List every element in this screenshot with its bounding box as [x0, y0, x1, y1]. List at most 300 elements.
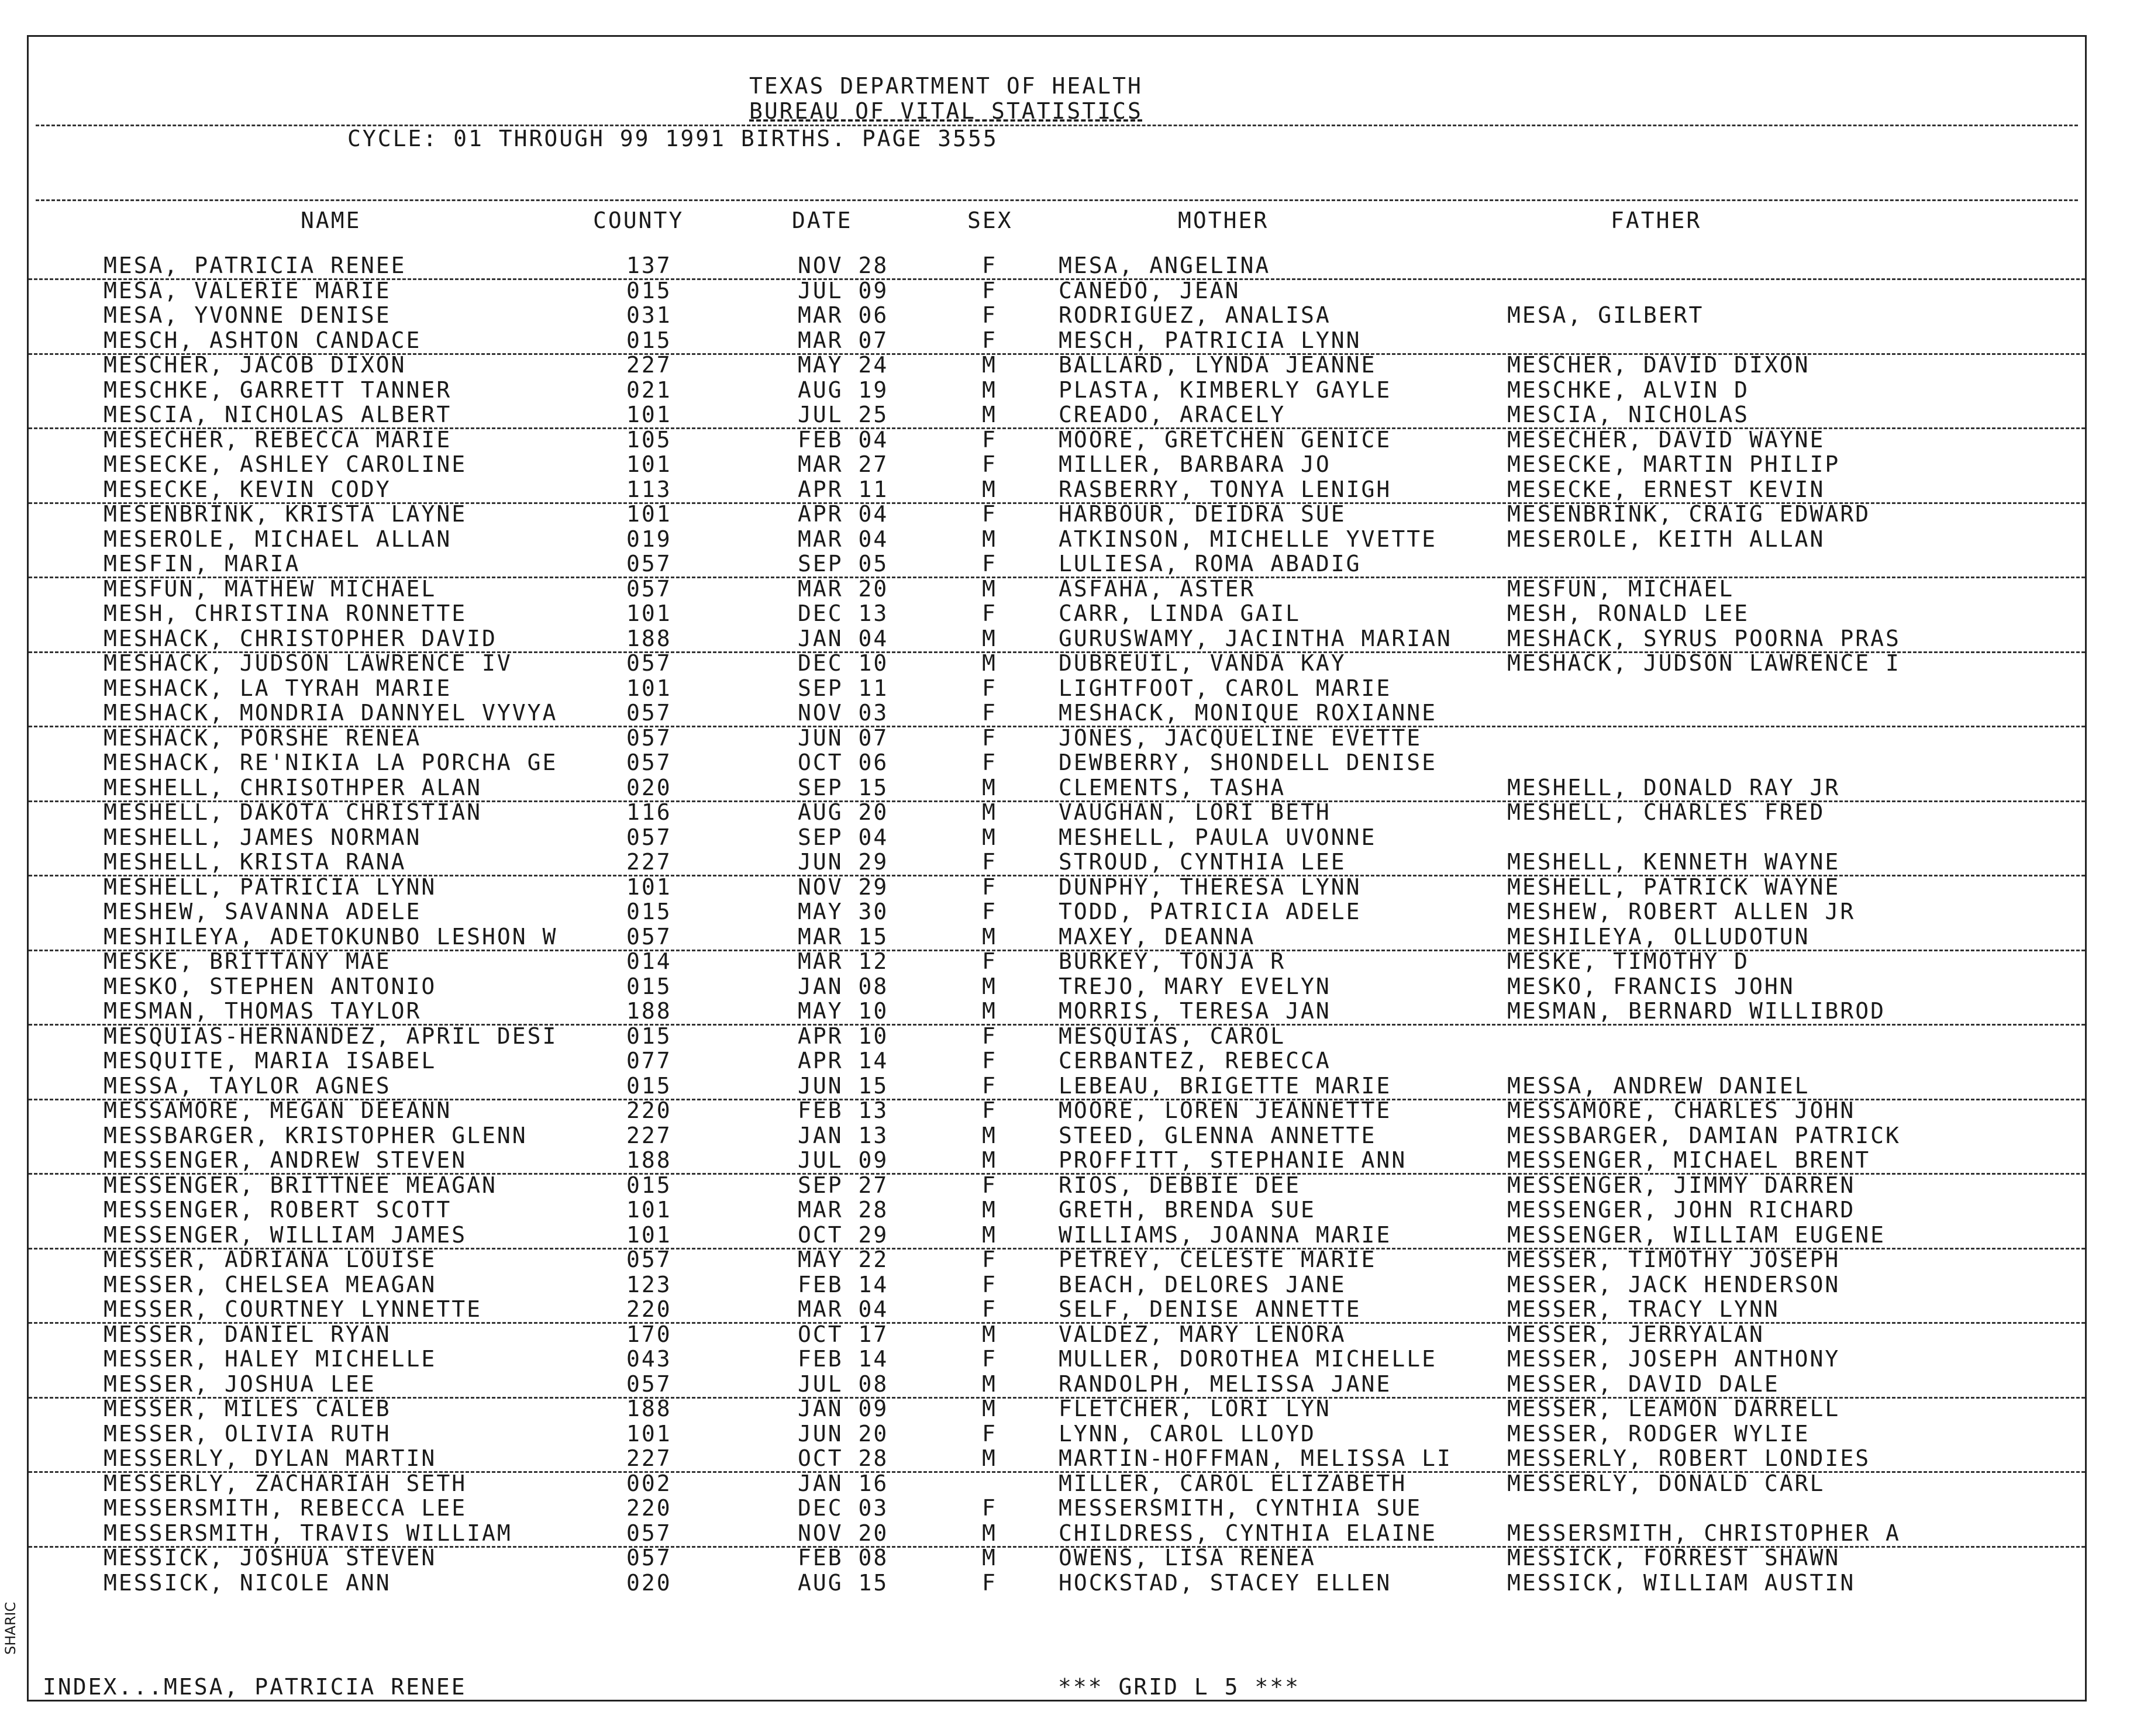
grid-label: *** GRID L 5 *** [1058, 1674, 1301, 1700]
cell-father: MESSAMORE, CHARLES JOHN [1507, 1097, 1856, 1123]
cell-mother: DEWBERRY, SHONDELL DENISE [1059, 750, 1437, 775]
cell-mother: HOCKSTAD, STACEY ELLEN [1059, 1569, 1392, 1596]
header-line1: TEXAS DEPARTMENT OF HEALTH [749, 73, 1143, 99]
cell-county: 015 [626, 1172, 672, 1198]
cell-mother: MESHELL, PAULA UVONNE [1059, 824, 1377, 850]
cell-name: MESHACK, CHRISTOPHER DAVID [104, 625, 497, 651]
cell-father: MESECHER, DAVID WAYNE [1507, 426, 1825, 453]
column-header-divider [36, 199, 2078, 201]
table-row [29, 775, 2085, 802]
cell-sex: M [982, 526, 997, 552]
cell-sex: F [982, 327, 997, 353]
cell-county: 057 [626, 824, 672, 850]
cycle-line: CYCLE: 01 THROUGH 99 1991 BIRTHS. PAGE 3555 [347, 126, 998, 151]
cell-name: MESSERSMITH, TRAVIS WILLIAM [104, 1520, 512, 1546]
cell-date: MAR 28 [798, 1197, 889, 1223]
cell-mother: MILLER, BARBARA JO [1059, 451, 1331, 477]
cell-county: 101 [626, 1420, 672, 1447]
cell-sex: F [982, 700, 997, 726]
table-row [29, 1223, 2085, 1250]
cell-county: 019 [626, 526, 672, 552]
cell-date: SEP 04 [798, 824, 889, 850]
document-frame [27, 35, 2087, 1702]
cell-date: JUN 07 [798, 724, 889, 751]
table-row [29, 1074, 2085, 1100]
cell-father: MESSA, ANDREW DANIEL [1507, 1072, 1810, 1099]
cell-father: MESSICK, WILLIAM AUSTIN [1507, 1569, 1856, 1596]
table-row [29, 1148, 2085, 1175]
cell-sex: M [982, 1197, 997, 1223]
cell-name: MESCIA, NICHOLAS ALBERT [104, 402, 452, 427]
table-row [29, 452, 2085, 477]
table-row [29, 1297, 2085, 1324]
cell-county: 105 [626, 426, 672, 453]
cell-father: MESKO, FRANCIS JOHN [1507, 973, 1795, 999]
table-row [29, 676, 2085, 701]
cell-mother: RODRIGUEZ, ANALISA [1059, 302, 1331, 328]
cell-father: MESCIA, NICHOLAS [1507, 402, 1750, 427]
cell-name: MESSERSMITH, REBECCA LEE [104, 1495, 467, 1521]
cell-county: 014 [626, 948, 672, 974]
cell-county: 113 [626, 476, 672, 502]
cell-name: MESSER, HALEY MICHELLE [104, 1346, 437, 1372]
cell-sex: F [982, 1420, 997, 1447]
cell-name: MESA, YVONNE DENISE [104, 302, 391, 328]
cell-date: JUN 15 [798, 1072, 889, 1099]
cell-mother: MOORE, GRETCHEN GENICE [1059, 426, 1392, 453]
table-row [29, 601, 2085, 626]
cell-sex: F [982, 277, 997, 303]
cell-county: 021 [626, 377, 672, 403]
table-row [29, 1347, 2085, 1372]
cell-mother: STEED, GLENNA ANNETTE [1059, 1122, 1377, 1148]
table-row [29, 1571, 2085, 1596]
cell-mother: MESQUIAS, CAROL [1059, 1023, 1286, 1049]
cell-sex: M [982, 1122, 997, 1148]
cell-father: MESHEW, ROBERT ALLEN JR [1507, 899, 1856, 924]
cell-county: 220 [626, 1495, 672, 1521]
cell-county: 116 [626, 799, 672, 825]
cell-date: FEB 14 [798, 1346, 889, 1372]
cell-father: MESMAN, BERNARD WILLIBROD [1507, 998, 1886, 1024]
cell-father: MESSERLY, DONALD CARL [1507, 1470, 1825, 1496]
cell-county: 057 [626, 750, 672, 775]
cell-name: MESHACK, LA TYRAH MARIE [104, 675, 452, 701]
table-row [29, 402, 2085, 429]
cell-name: MESA, PATRICIA RENEE [104, 253, 406, 278]
cell-sex: M [982, 575, 997, 602]
cell-name: MESMAN, THOMAS TAYLOR [104, 998, 422, 1024]
cell-name: MESHACK, JUDSON LAWRENCE IV [104, 650, 512, 676]
cell-sex: F [982, 750, 997, 775]
cell-sex: F [982, 1247, 997, 1272]
cell-name: MESSENGER, BRITTNEE MEAGAN [104, 1172, 497, 1198]
cell-mother: PROFFITT, STEPHANIE ANN [1059, 1147, 1407, 1173]
cell-mother: DUBREUIL, VANDA KAY [1059, 650, 1346, 676]
table-row [29, 1322, 2085, 1347]
cell-name: MESFIN, MARIA [104, 551, 301, 577]
side-label: SHARIC [2, 1602, 19, 1655]
cell-date: MAR 04 [798, 1296, 889, 1322]
cell-sex: F [982, 451, 997, 477]
cell-name: MESSERLY, DYLAN MARTIN [104, 1445, 437, 1471]
cell-sex: F [982, 302, 997, 328]
cell-date: JUL 09 [798, 1147, 889, 1173]
table-row [29, 1272, 2085, 1297]
cell-mother: HARBOUR, DEIDRA SUE [1059, 501, 1346, 527]
cell-date: AUG 20 [798, 799, 889, 825]
cell-sex: F [982, 1495, 997, 1521]
cell-mother: BALLARD, LYNDA JEANNE [1059, 352, 1377, 378]
cell-date: DEC 13 [798, 600, 889, 626]
cell-name: MESSER, CHELSEA MEAGAN [104, 1271, 437, 1297]
cell-father: MESHILEYA, OLLUDOTUN [1507, 923, 1810, 950]
cell-father: MESFUN, MICHAEL [1507, 575, 1735, 602]
cell-name: MESSER, COURTNEY LYNNETTE [104, 1296, 482, 1322]
cell-name: MESQUIAS-HERNANDEZ, APRIL DESI [104, 1023, 558, 1049]
cell-sex: F [982, 551, 997, 577]
cell-county: 015 [626, 1072, 672, 1099]
cell-sex: M [982, 973, 997, 999]
cell-sex: F [982, 1097, 997, 1123]
cell-sex: M [982, 402, 997, 427]
cell-name: MESHACK, PORSHE RENEA [104, 724, 422, 751]
cell-county: 077 [626, 1048, 672, 1074]
cell-name: MESKO, STEPHEN ANTONIO [104, 973, 437, 999]
cell-sex: M [982, 1321, 997, 1347]
cell-father: MESSER, TRACY LYNN [1507, 1296, 1780, 1322]
table-row [29, 850, 2085, 876]
cell-name: MESQUITE, MARIA ISABEL [104, 1048, 437, 1074]
table-row [29, 1123, 2085, 1148]
cell-sex: M [982, 998, 997, 1024]
cell-county: 057 [626, 650, 672, 676]
cell-father: MESSER, DAVID DALE [1507, 1371, 1780, 1397]
cell-name: MESHELL, CHRISOTHPER ALAN [104, 774, 482, 800]
cell-date: APR 04 [798, 501, 889, 527]
table-row [29, 1197, 2085, 1223]
table-row [29, 1098, 2085, 1123]
cell-sex: F [982, 849, 997, 875]
table-row [29, 875, 2085, 900]
cell-county: 188 [626, 998, 672, 1024]
cell-county: 220 [626, 1296, 672, 1322]
cell-mother: MULLER, DOROTHEA MICHELLE [1059, 1346, 1437, 1372]
table-row [29, 651, 2085, 676]
cell-date: NOV 28 [798, 253, 889, 278]
cell-sex: F [982, 1072, 997, 1099]
cell-date: MAR 27 [798, 451, 889, 477]
cell-father: MESSENGER, JIMMY DARREN [1507, 1172, 1856, 1198]
cell-name: MESHACK, RE'NIKIA LA PORCHA GE [104, 750, 558, 775]
table-row [29, 577, 2085, 602]
cell-date: JAN 08 [798, 973, 889, 999]
table-row [29, 899, 2085, 924]
cell-sex: F [982, 1569, 997, 1596]
col-header-county: COUNTY [593, 208, 684, 233]
cell-name: MESSENGER, ANDREW STEVEN [104, 1147, 467, 1173]
cell-sex: M [982, 1396, 997, 1421]
cell-county: 227 [626, 1122, 672, 1148]
cell-date: FEB 14 [798, 1271, 889, 1297]
cell-name: MESCH, ASHTON CANDACE [104, 327, 422, 353]
table-row [29, 353, 2085, 378]
cell-father: MESHELL, PATRICK WAYNE [1507, 874, 1841, 900]
cell-date: JAN 09 [798, 1396, 889, 1421]
cell-county: 101 [626, 1197, 672, 1223]
cell-father: MESHELL, CHARLES FRED [1507, 799, 1825, 825]
cell-name: MESECKE, ASHLEY CAROLINE [104, 451, 467, 477]
table-row [29, 303, 2085, 328]
cell-date: APR 14 [798, 1048, 889, 1074]
cell-mother: CANEDO, JEAN [1059, 277, 1240, 303]
cell-mother: MESSERSMITH, CYNTHIA SUE [1059, 1495, 1422, 1521]
cell-name: MESHELL, PATRICIA LYNN [104, 874, 437, 900]
cell-father: MESENBRINK, CRAIG EDWARD [1507, 501, 1871, 527]
cell-county: 057 [626, 1371, 672, 1397]
table-row [29, 1446, 2085, 1473]
cell-father: MESSENGER, MICHAEL BRENT [1507, 1147, 1871, 1173]
table-row [29, 800, 2085, 825]
cell-sex: F [982, 600, 997, 626]
cell-date: OCT 17 [798, 1321, 889, 1347]
cell-sex: F [982, 1048, 997, 1074]
table-row [29, 750, 2085, 775]
cell-father: MESSENGER, WILLIAM EUGENE [1507, 1221, 1886, 1248]
cell-name: MESSER, ADRIANA LOUISE [104, 1247, 437, 1272]
cell-date: MAY 30 [798, 899, 889, 924]
cell-date: JAN 13 [798, 1122, 889, 1148]
cell-name: MESEROLE, MICHAEL ALLAN [104, 526, 452, 552]
cell-sex: M [982, 476, 997, 502]
table-row [29, 1024, 2085, 1049]
cell-date: MAY 24 [798, 352, 889, 378]
cell-mother: MILLER, CAROL ELIZABETH [1059, 1470, 1407, 1496]
cell-mother: BURKEY, TONJA R [1059, 948, 1286, 974]
cell-county: 137 [626, 253, 672, 278]
cell-name: MESA, VALERIE MARIE [104, 277, 391, 303]
cell-date: MAR 12 [798, 948, 889, 974]
cell-mother: MESHACK, MONIQUE ROXIANNE [1059, 700, 1437, 726]
cell-date: APR 10 [798, 1023, 889, 1049]
cell-date: SEP 05 [798, 551, 889, 577]
cell-sex: F [982, 501, 997, 527]
cell-mother: RIOS, DEBBIE DEE [1059, 1172, 1301, 1198]
cell-county: 227 [626, 1445, 672, 1471]
cell-mother: MORRIS, TERESA JAN [1059, 998, 1331, 1024]
cell-name: MESSAMORE, MEGAN DEEANN [104, 1097, 452, 1123]
table-row [29, 1247, 2085, 1272]
cell-name: MESFUN, MATHEW MICHAEL [104, 575, 437, 602]
cell-mother: ATKINSON, MICHELLE YVETTE [1059, 526, 1437, 552]
cell-sex: M [982, 799, 997, 825]
table-row [29, 551, 2085, 578]
table-row [29, 924, 2085, 951]
cell-date: MAY 10 [798, 998, 889, 1024]
cell-name: MESSER, MILES CALEB [104, 1396, 391, 1421]
cell-mother: LEBEAU, BRIGETTE MARIE [1059, 1072, 1392, 1099]
cell-mother: TREJO, MARY EVELYN [1059, 973, 1331, 999]
table-row [29, 502, 2085, 527]
cell-sex: M [982, 1221, 997, 1248]
cell-date: MAR 04 [798, 526, 889, 552]
cell-county: 057 [626, 551, 672, 577]
cell-sex: M [982, 774, 997, 800]
cell-sex: F [982, 426, 997, 453]
cell-date: SEP 11 [798, 675, 889, 701]
cell-mother: VALDEZ, MARY LENORA [1059, 1321, 1346, 1347]
cell-county: 015 [626, 899, 672, 924]
cell-sex: F [982, 1296, 997, 1322]
cell-father: MESSER, JERRYALAN [1507, 1321, 1764, 1347]
cell-father: MESSER, JOSEPH ANTHONY [1507, 1346, 1841, 1372]
cell-date: NOV 03 [798, 700, 889, 726]
cell-father: MESECKE, ERNEST KEVIN [1507, 476, 1825, 502]
table-row [29, 974, 2085, 999]
cell-father: MESSERSMITH, CHRISTOPHER A [1507, 1520, 1901, 1546]
table-row [29, 477, 2085, 504]
cell-mother: ASFAHA, ASTER [1059, 575, 1256, 602]
cell-mother: CERBANTEZ, REBECCA [1059, 1048, 1331, 1074]
cell-name: MESECKE, KEVIN CODY [104, 476, 391, 502]
cell-date: MAR 20 [798, 575, 889, 602]
col-header-father: FATHER [1611, 208, 1702, 233]
cell-mother: MARTIN-HOFFMAN, MELISSA LI [1059, 1445, 1452, 1471]
cell-sex: M [982, 1520, 997, 1546]
cell-father: MESHELL, DONALD RAY JR [1507, 774, 1841, 800]
cell-name: MESCHER, JACOB DIXON [104, 352, 406, 378]
cell-mother: LYNN, CAROL LLOYD [1059, 1420, 1316, 1447]
cell-sex: M [982, 1147, 997, 1173]
cell-date: FEB 04 [798, 426, 889, 453]
cell-county: 057 [626, 700, 672, 726]
cell-sex: F [982, 253, 997, 278]
cell-date: DEC 10 [798, 650, 889, 676]
cell-mother: CLEMENTS, TASHA [1059, 774, 1286, 800]
cell-father: MESSICK, FORREST SHAWN [1507, 1545, 1841, 1571]
table-row [29, 328, 2085, 355]
cell-father: MESCHER, DAVID DIXON [1507, 352, 1810, 378]
cell-name: MESCHKE, GARRETT TANNER [104, 377, 452, 403]
index-label: INDEX...MESA, PATRICIA RENEE [43, 1674, 467, 1700]
cell-date: FEB 08 [798, 1545, 889, 1571]
cell-father: MESCHKE, ALVIN D [1507, 377, 1750, 403]
cell-county: 170 [626, 1321, 672, 1347]
cell-county: 015 [626, 277, 672, 303]
cell-date: NOV 29 [798, 874, 889, 900]
cell-county: 020 [626, 774, 672, 800]
cell-mother: VAUGHAN, LORI BETH [1059, 799, 1331, 825]
cell-county: 101 [626, 1221, 672, 1248]
cell-mother: FLETCHER, LORI LYN [1059, 1396, 1331, 1421]
table-row [29, 253, 2085, 280]
table-row [29, 427, 2085, 453]
cell-mother: BEACH, DELORES JANE [1059, 1271, 1346, 1297]
cell-date: MAR 06 [798, 302, 889, 328]
cell-father: MESSER, JACK HENDERSON [1507, 1271, 1841, 1297]
cell-name: MESENBRINK, KRISTA LAYNE [104, 501, 467, 527]
cell-county: 057 [626, 1545, 672, 1571]
cell-father: MESSERLY, ROBERT LONDIES [1507, 1445, 1871, 1471]
cell-county: 101 [626, 501, 672, 527]
cell-mother: GRETH, BRENDA SUE [1059, 1197, 1316, 1223]
cell-county: 057 [626, 575, 672, 602]
cell-sex: M [982, 824, 997, 850]
cell-mother: RASBERRY, TONYA LENIGH [1059, 476, 1392, 502]
cell-date: OCT 29 [798, 1221, 889, 1248]
cell-sex: M [982, 923, 997, 950]
table-row [29, 1496, 2085, 1521]
cell-sex: F [982, 948, 997, 974]
cell-county: 043 [626, 1346, 672, 1372]
cell-name: MESSER, OLIVIA RUTH [104, 1420, 391, 1447]
cell-sex: F [982, 899, 997, 924]
cell-county: 220 [626, 1097, 672, 1123]
cell-name: MESSENGER, ROBERT SCOTT [104, 1197, 452, 1223]
cell-mother: MESCH, PATRICIA LYNN [1059, 327, 1362, 353]
cell-name: MESHILEYA, ADETOKUNBO LESHON W [104, 923, 558, 950]
cell-sex: F [982, 1271, 997, 1297]
cell-sex: F [982, 1346, 997, 1372]
cell-county: 015 [626, 327, 672, 353]
cell-father: MESECKE, MARTIN PHILIP [1507, 451, 1841, 477]
cell-county: 020 [626, 1569, 672, 1596]
cell-sex: M [982, 650, 997, 676]
cell-county: 057 [626, 923, 672, 950]
cell-date: FEB 13 [798, 1097, 889, 1123]
cell-father: MESSER, TIMOTHY JOSEPH [1507, 1247, 1841, 1272]
cell-mother: SELF, DENISE ANNETTE [1059, 1296, 1362, 1322]
cell-mother: OWENS, LISA RENEA [1059, 1545, 1316, 1571]
cell-sex: M [982, 1371, 997, 1397]
cell-mother: TODD, PATRICIA ADELE [1059, 899, 1362, 924]
table-row [29, 999, 2085, 1026]
cell-name: MESSA, TAYLOR AGNES [104, 1072, 391, 1099]
cell-county: 031 [626, 302, 672, 328]
cell-mother: CARR, LINDA GAIL [1059, 600, 1301, 626]
cell-date: JAN 16 [798, 1470, 889, 1496]
cell-sex: F [982, 724, 997, 751]
cell-father: MESEROLE, KEITH ALLAN [1507, 526, 1825, 552]
cell-mother: MAXEY, DEANNA [1059, 923, 1256, 950]
table-row [29, 700, 2085, 727]
cell-date: JUL 25 [798, 402, 889, 427]
cell-date: DEC 03 [798, 1495, 889, 1521]
table-row [29, 626, 2085, 653]
cell-sex: M [982, 377, 997, 403]
cell-mother: DUNPHY, THERESA LYNN [1059, 874, 1362, 900]
cell-date: AUG 15 [798, 1569, 889, 1596]
table-row [29, 1471, 2085, 1496]
cell-date: APR 11 [798, 476, 889, 502]
cell-date: JUL 08 [798, 1371, 889, 1397]
cell-name: MESSBARGER, KRISTOPHER GLENN [104, 1122, 528, 1148]
cell-date: MAR 07 [798, 327, 889, 353]
cell-date: JUL 09 [798, 277, 889, 303]
table-row [29, 726, 2085, 751]
table-row [29, 1421, 2085, 1447]
cell-name: MESSER, DANIEL RYAN [104, 1321, 391, 1347]
cell-mother: RANDOLPH, MELISSA JANE [1059, 1371, 1392, 1397]
cell-county: 227 [626, 849, 672, 875]
cell-name: MESECHER, REBECCA MARIE [104, 426, 452, 453]
col-header-name: NAME [301, 208, 361, 233]
cell-county: 002 [626, 1470, 672, 1496]
cell-name: MESHELL, JAMES NORMAN [104, 824, 422, 850]
cell-father: MESH, RONALD LEE [1507, 600, 1750, 626]
cell-date: AUG 19 [798, 377, 889, 403]
col-header-mother: MOTHER [1178, 208, 1269, 233]
